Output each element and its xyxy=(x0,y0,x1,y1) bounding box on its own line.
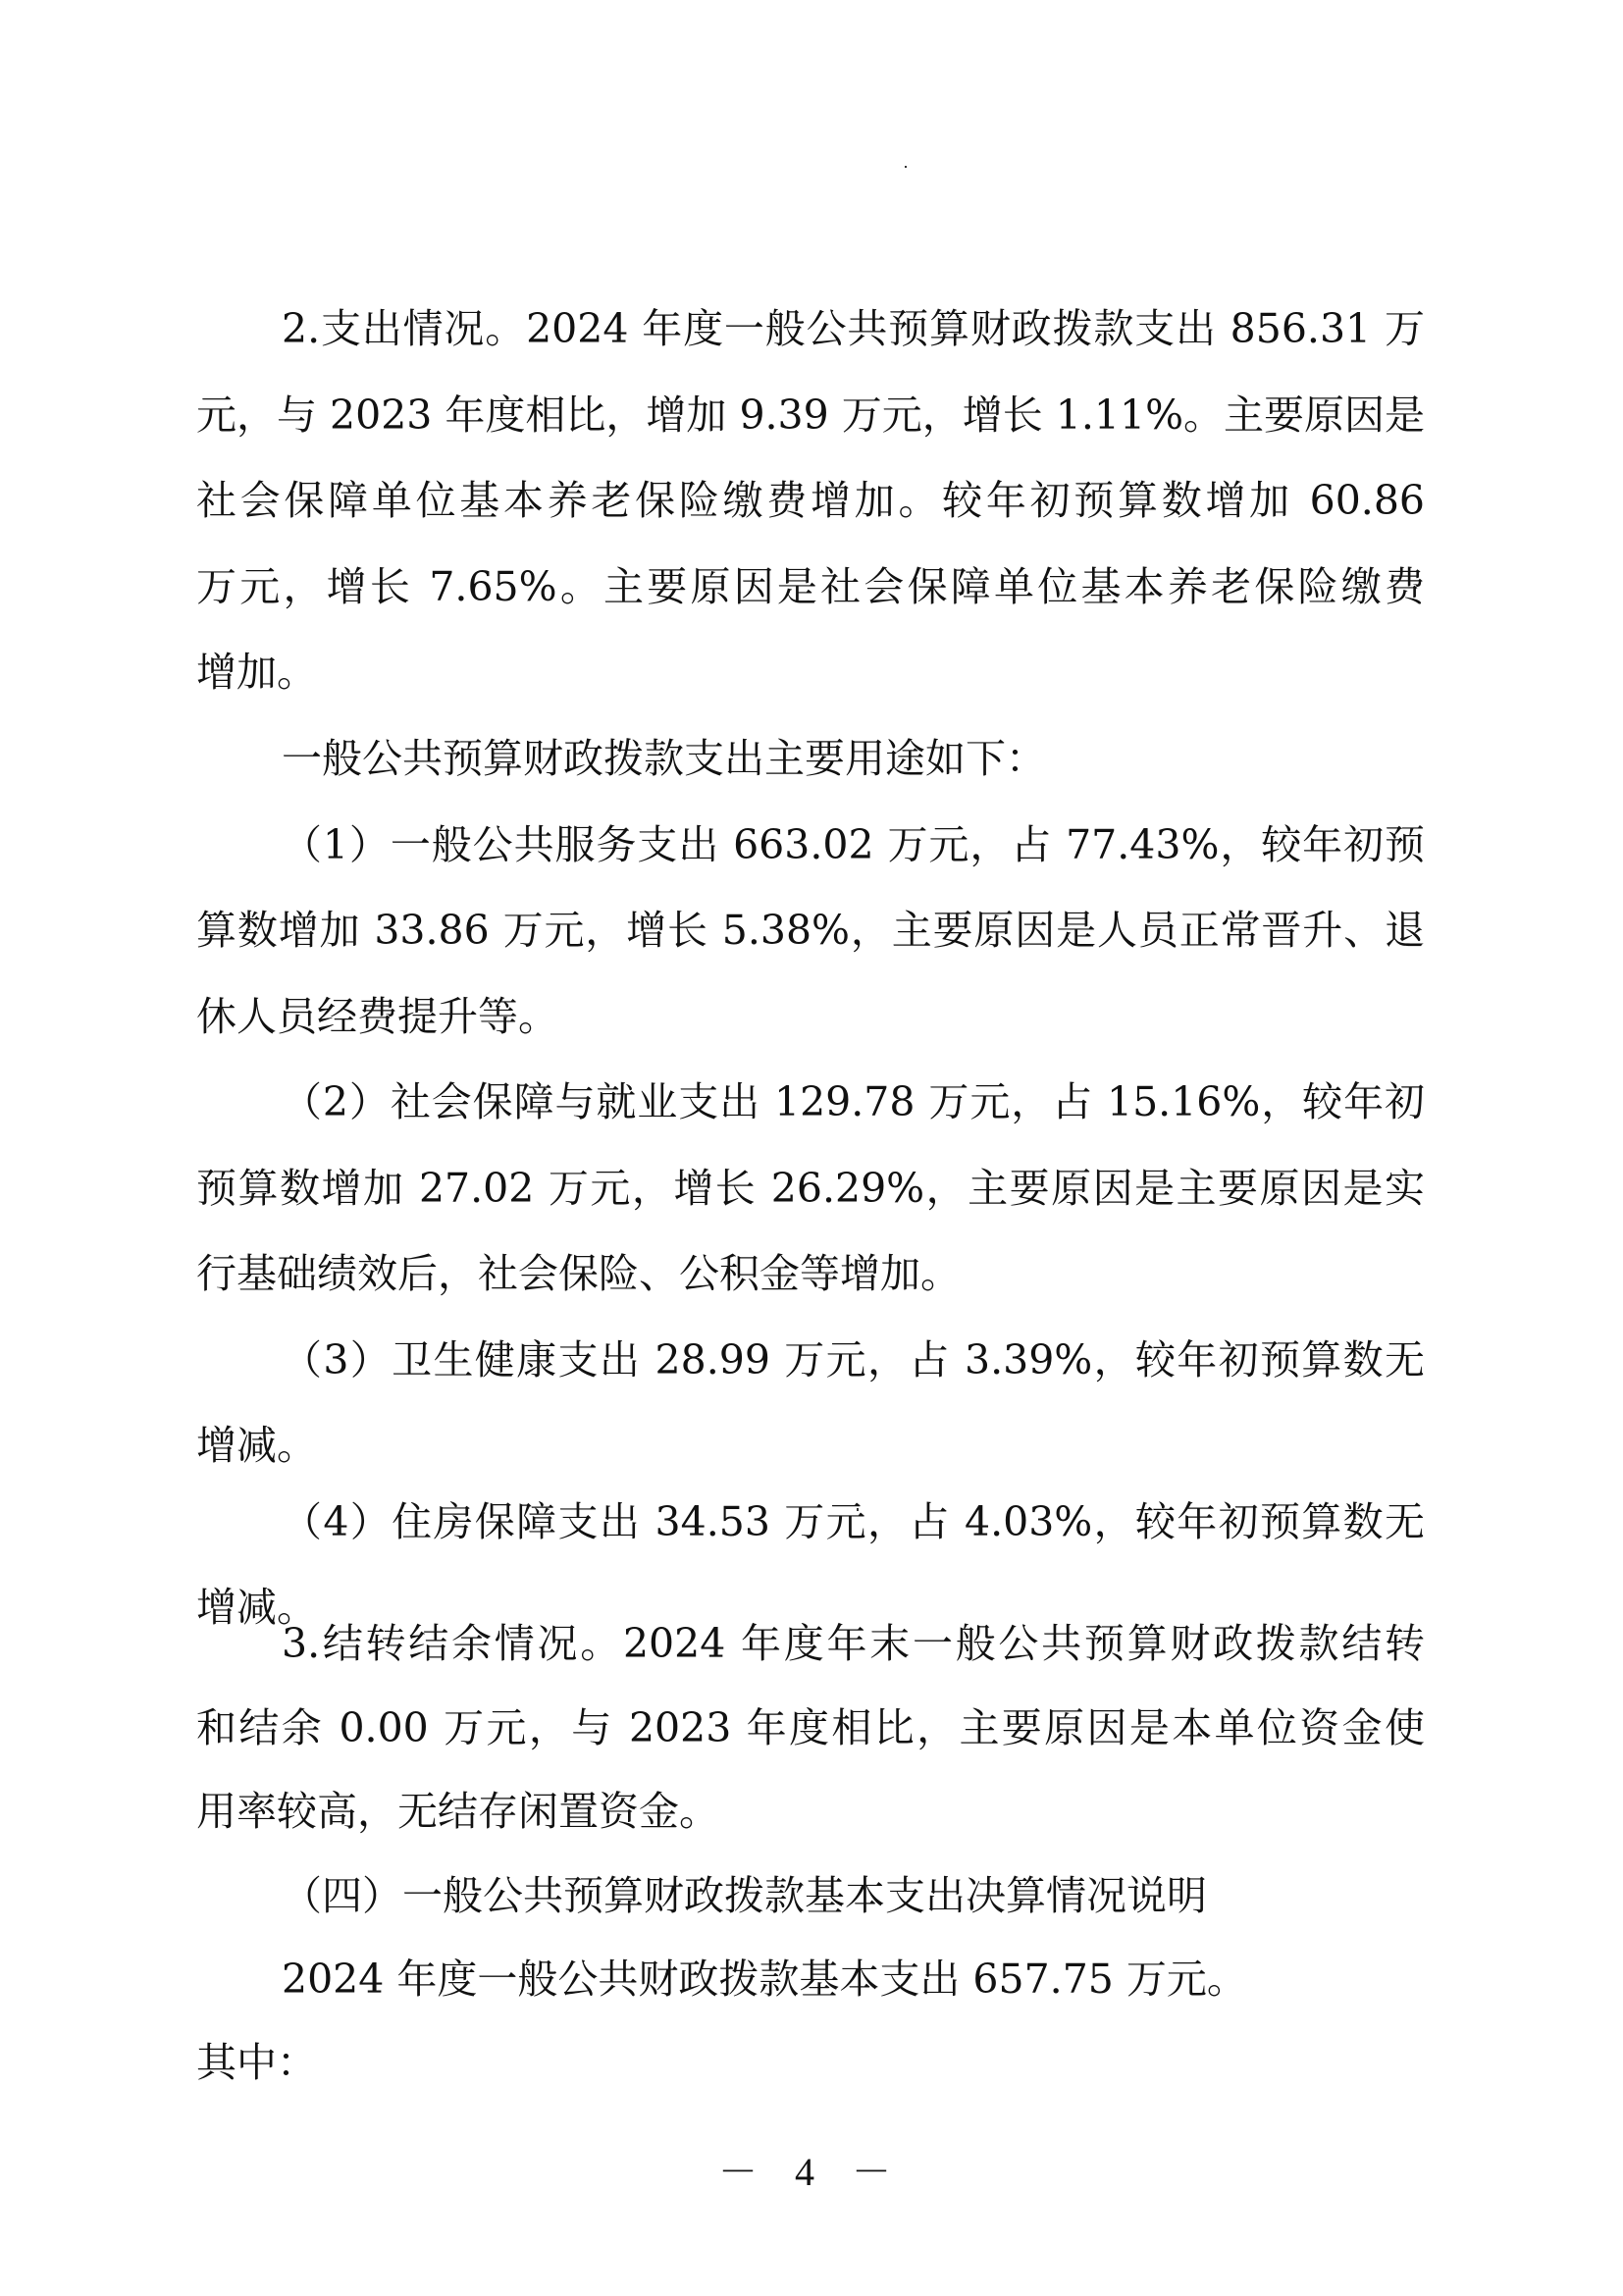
item-1-line-1: （1）一般公共服务支出 663.02 万元，占 77.43%，较年初预 xyxy=(282,821,1425,868)
paragraph-uses-intro: 一般公共预算财政拨款支出主要用途如下： xyxy=(282,735,1046,782)
scan-speck xyxy=(905,166,907,168)
paragraph-expenditure-line-4: 万元，增长 7.65%。主要原因是社会保障单位基本养老保险缴费 xyxy=(196,563,1425,610)
item-3-line-1: （3）卫生健康支出 28.99 万元，占 3.39%，较年初预算数无 xyxy=(282,1336,1425,1383)
basic-expenditure-line: 2024 年度一般公共财政拨款基本支出 657.75 万元。 xyxy=(282,1956,1247,2003)
paragraph-expenditure-line-1: 2.支出情况。2024 年度一般公共预算财政拨款支出 856.31 万 xyxy=(282,305,1425,352)
among-which-line: 其中： xyxy=(196,2039,317,2086)
section-4-heading: （四）一般公共预算财政拨款基本支出决算情况说明 xyxy=(282,1872,1207,1919)
paragraph-expenditure-line-5: 增加。 xyxy=(196,649,317,696)
item-4-line-1: （4）住房保障支出 34.53 万元，占 4.03%，较年初预算数无 xyxy=(282,1498,1425,1545)
item-2-line-2: 预算数增加 27.02 万元，增长 26.29%，主要原因是主要原因是实 xyxy=(196,1165,1425,1212)
carryover-line-2: 和结余 0.00 万元，与 2023 年度相比，主要原因是本单位资金使 xyxy=(196,1704,1425,1751)
item-1-line-3: 休人员经费提升等。 xyxy=(196,993,558,1040)
item-2-line-3: 行基础绩效后，社会保险、公积金等增加。 xyxy=(196,1250,961,1297)
page-number: － 4 － xyxy=(718,2150,905,2194)
carryover-line-1: 3.结转结余情况。2024 年度年末一般公共预算财政拨款结转 xyxy=(282,1620,1425,1667)
item-3-line-2: 增减。 xyxy=(196,1422,317,1469)
paragraph-expenditure-line-2: 元，与 2023 年度相比，增加 9.39 万元，增长 1.11%。主要原因是 xyxy=(196,391,1426,439)
paragraph-expenditure-line-3: 社会保障单位基本养老保险缴费增加。较年初预算数增加 60.86 xyxy=(196,477,1425,524)
carryover-line-3: 用率较高，无结存闲置资金。 xyxy=(196,1788,719,1835)
item-1-line-2: 算数增加 33.86 万元，增长 5.38%，主要原因是人员正常晋升、退 xyxy=(196,907,1425,954)
item-4-line-2: 增减。 xyxy=(196,1584,317,1631)
item-2-line-1: （2）社会保障与就业支出 129.78 万元，占 15.16%，较年初 xyxy=(282,1078,1425,1125)
